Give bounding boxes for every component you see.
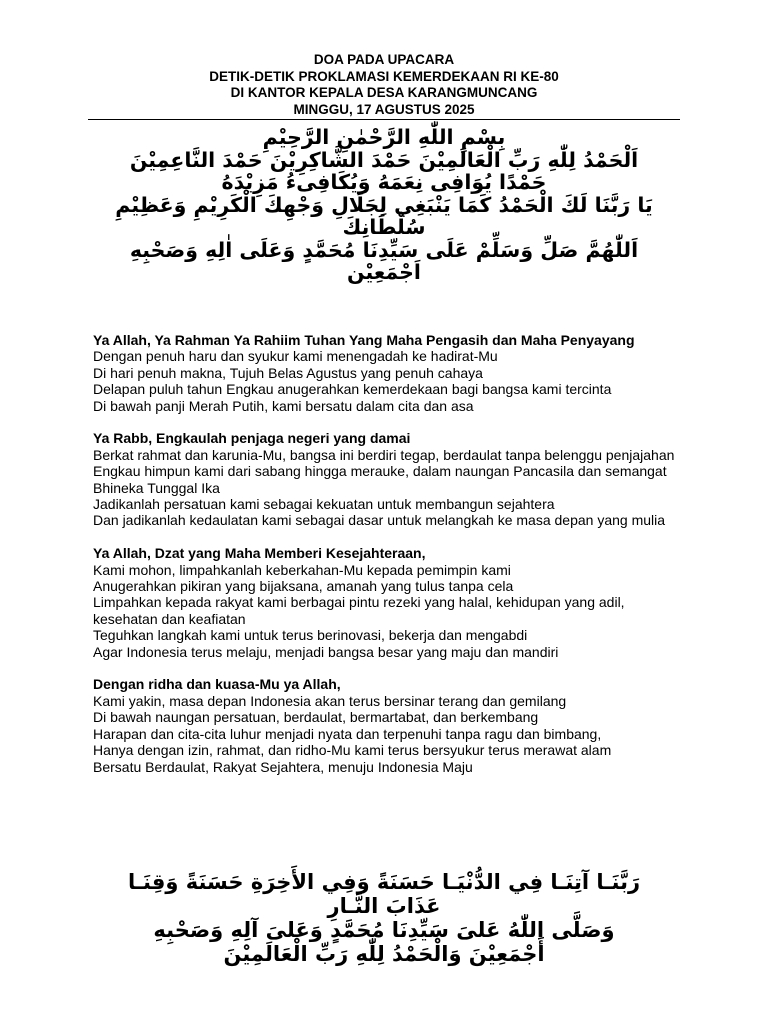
stanza-line: Di hari penuh makna, Tujuh Belas Agustus yang penuh cahaya [93, 364, 483, 381]
stanza-line: Kami yakin, masa depan Indonesia akan terus bersinar terang dan gemilang [93, 692, 567, 709]
document-header [88, 52, 680, 118]
stanza-line: Anugerahkan pikiran yang bijaksana, amanah yang tulus tanpa cela [93, 578, 514, 595]
arabic-line: أَجْمَعِيْنَ وَالْحَمْدُ لِلّٰهِ رَبِّ الْعَالَمِيْنَ [223, 942, 545, 966]
prayer-body [93, 332, 683, 791]
stanza [93, 545, 683, 660]
stanza [93, 676, 683, 774]
arabic-line: سُلْطَانِكَ [342, 215, 426, 239]
stanza [93, 430, 683, 528]
stanza-line: Di bawah panji Merah Putih, kami bersatu dalam cita dan asa [93, 397, 474, 414]
stanza-line: Bersatu Berdaulat, Rakyat Sejahtera, menuju Indonesia Maju [93, 758, 473, 775]
arabic-line: اَجْمَعِيْن [347, 260, 421, 284]
stanza-line: Dengan penuh haru dan syukur kami menengadah ke hadirat-Mu [93, 348, 498, 365]
arabic-line: عَذَابَ النَّـارِ [327, 894, 441, 918]
arabic-line: يَا رَبَّنَا لَكَ الْحَمْدُ كَمَا يَنْبَغِي لِجَلَالِ وَجْهِكَ الْكَرِيْمِ وَعَظِيْمِ [115, 192, 653, 217]
header-event: DETIK-DETIK PROKLAMASI KEMERDEKAAN RI KE-80 [209, 68, 559, 84]
arabic-line: بِسْمِ اللّٰهِ الرَّحْمٰنِ الرَّحِيْمِ [262, 125, 506, 149]
arabic-line: وَصَلَّى اللّٰهُ عَلىَ سَيِّدِنَا مُحَمَّدٍ وَعَلىَ آلِهِ وَصَحْبِهِ [153, 918, 615, 942]
stanza-line: Limpahkan kepada rakyat kami berbagai pintu rezeki yang halal, kehidupan yang adil, kesehatan dan keafiatan [93, 594, 625, 627]
stanza-line: Berkat rahmat dan karunia-Mu, bangsa ini berdiri tegap, berdaulat tanpa belenggu penjajahan [93, 446, 675, 463]
stanza [93, 332, 683, 414]
arabic-line: رَبَّنَـا آتِنَـا فِي الدُّنْيَـا حَسَنَةً وَفِي الأَخِرَةِ حَسَنَةً وَقِنَـا [127, 870, 641, 894]
arabic-opening-prayer [78, 126, 690, 284]
stanza-heading: Ya Allah, Ya Rahman Ya Rahiim Tuhan Yang Maha Pengasih dan Maha Penyayang [93, 332, 635, 348]
stanza-heading: Dengan ridha dan kuasa-Mu ya Allah, [93, 676, 341, 693]
arabic-closing-prayer [78, 870, 690, 966]
stanza-line: Dan jadikanlah kedaulatan kami sebagai dasar untuk melangkah ke masa depan yang mulia [93, 512, 666, 529]
arabic-line: اَللّٰهُمَّ صَلِّ وَسَلِّمْ عَلَى سَيِّدِنَا مُحَمَّدٍ وَعَلَى اٰلِهِ وَصَحْبِهِ [129, 237, 639, 262]
stanza-line: Delapan puluh tahun Engkau anugerahkan kemerdekaan bagi bangsa kami tercinta [93, 381, 612, 398]
stanza-line: Engkau himpun kami dari sabang hingga merauke, dalam naungan Pancasila dan semangat Bhineka Tunggal Ika [93, 463, 667, 496]
stanza-line: Jadikanlah persatuan kami sebagai kekuatan untuk membangun sejahtera [93, 496, 555, 513]
stanza-heading: Ya Allah, Dzat yang Maha Memberi Kesejahteraan, [93, 545, 426, 562]
stanza-line: Hanya dengan izin, rahmat, dan ridho-Mu kami terus bersyukur terus merawat alam [93, 742, 612, 759]
stanza-line: Kami mohon, limpahkanlah keberkahan-Mu kepada pemimpin kami [93, 561, 511, 578]
stanza-line: Teguhkan langkah kami untuk terus berinovasi, bekerja dan mengabdi [93, 627, 528, 644]
stanza-line: Di bawah naungan persatuan, berdaulat, bermartabat, dan berkembang [93, 709, 539, 726]
header-title: DOA PADA UPACARA [313, 52, 455, 67]
arabic-line: حَمْدًا يُوَافِى نِعَمَهُ وَيُكَافِىءُ مَزِيْدَهُ [221, 170, 547, 194]
header-date: MINGGU, 17 AGUSTUS 2025 [293, 101, 475, 117]
stanza-line: Harapan dan cita-cita luhur menjadi nyata dan terpenuhi tanpa ragu dan bimbang, [93, 725, 602, 742]
stanza-line: Agar Indonesia terus melaju, menjadi bangsa besar yang maju dan mandiri [93, 643, 559, 660]
arabic-line: اَلْحَمْدُ لِلّٰهِ رَبِّ الْعَالَمِيْنَ حَمْدَ الشَّاكِرِيْنَ حَمْدَ النَّاعِمِيْنَ [129, 147, 639, 172]
stanza-heading: Ya Rabb, Engkaulah penjaga negeri yang damai [93, 430, 411, 447]
header-divider [88, 119, 680, 120]
header-location: DI KANTOR KEPALA DESA KARANGMUNCANG [230, 85, 538, 100]
